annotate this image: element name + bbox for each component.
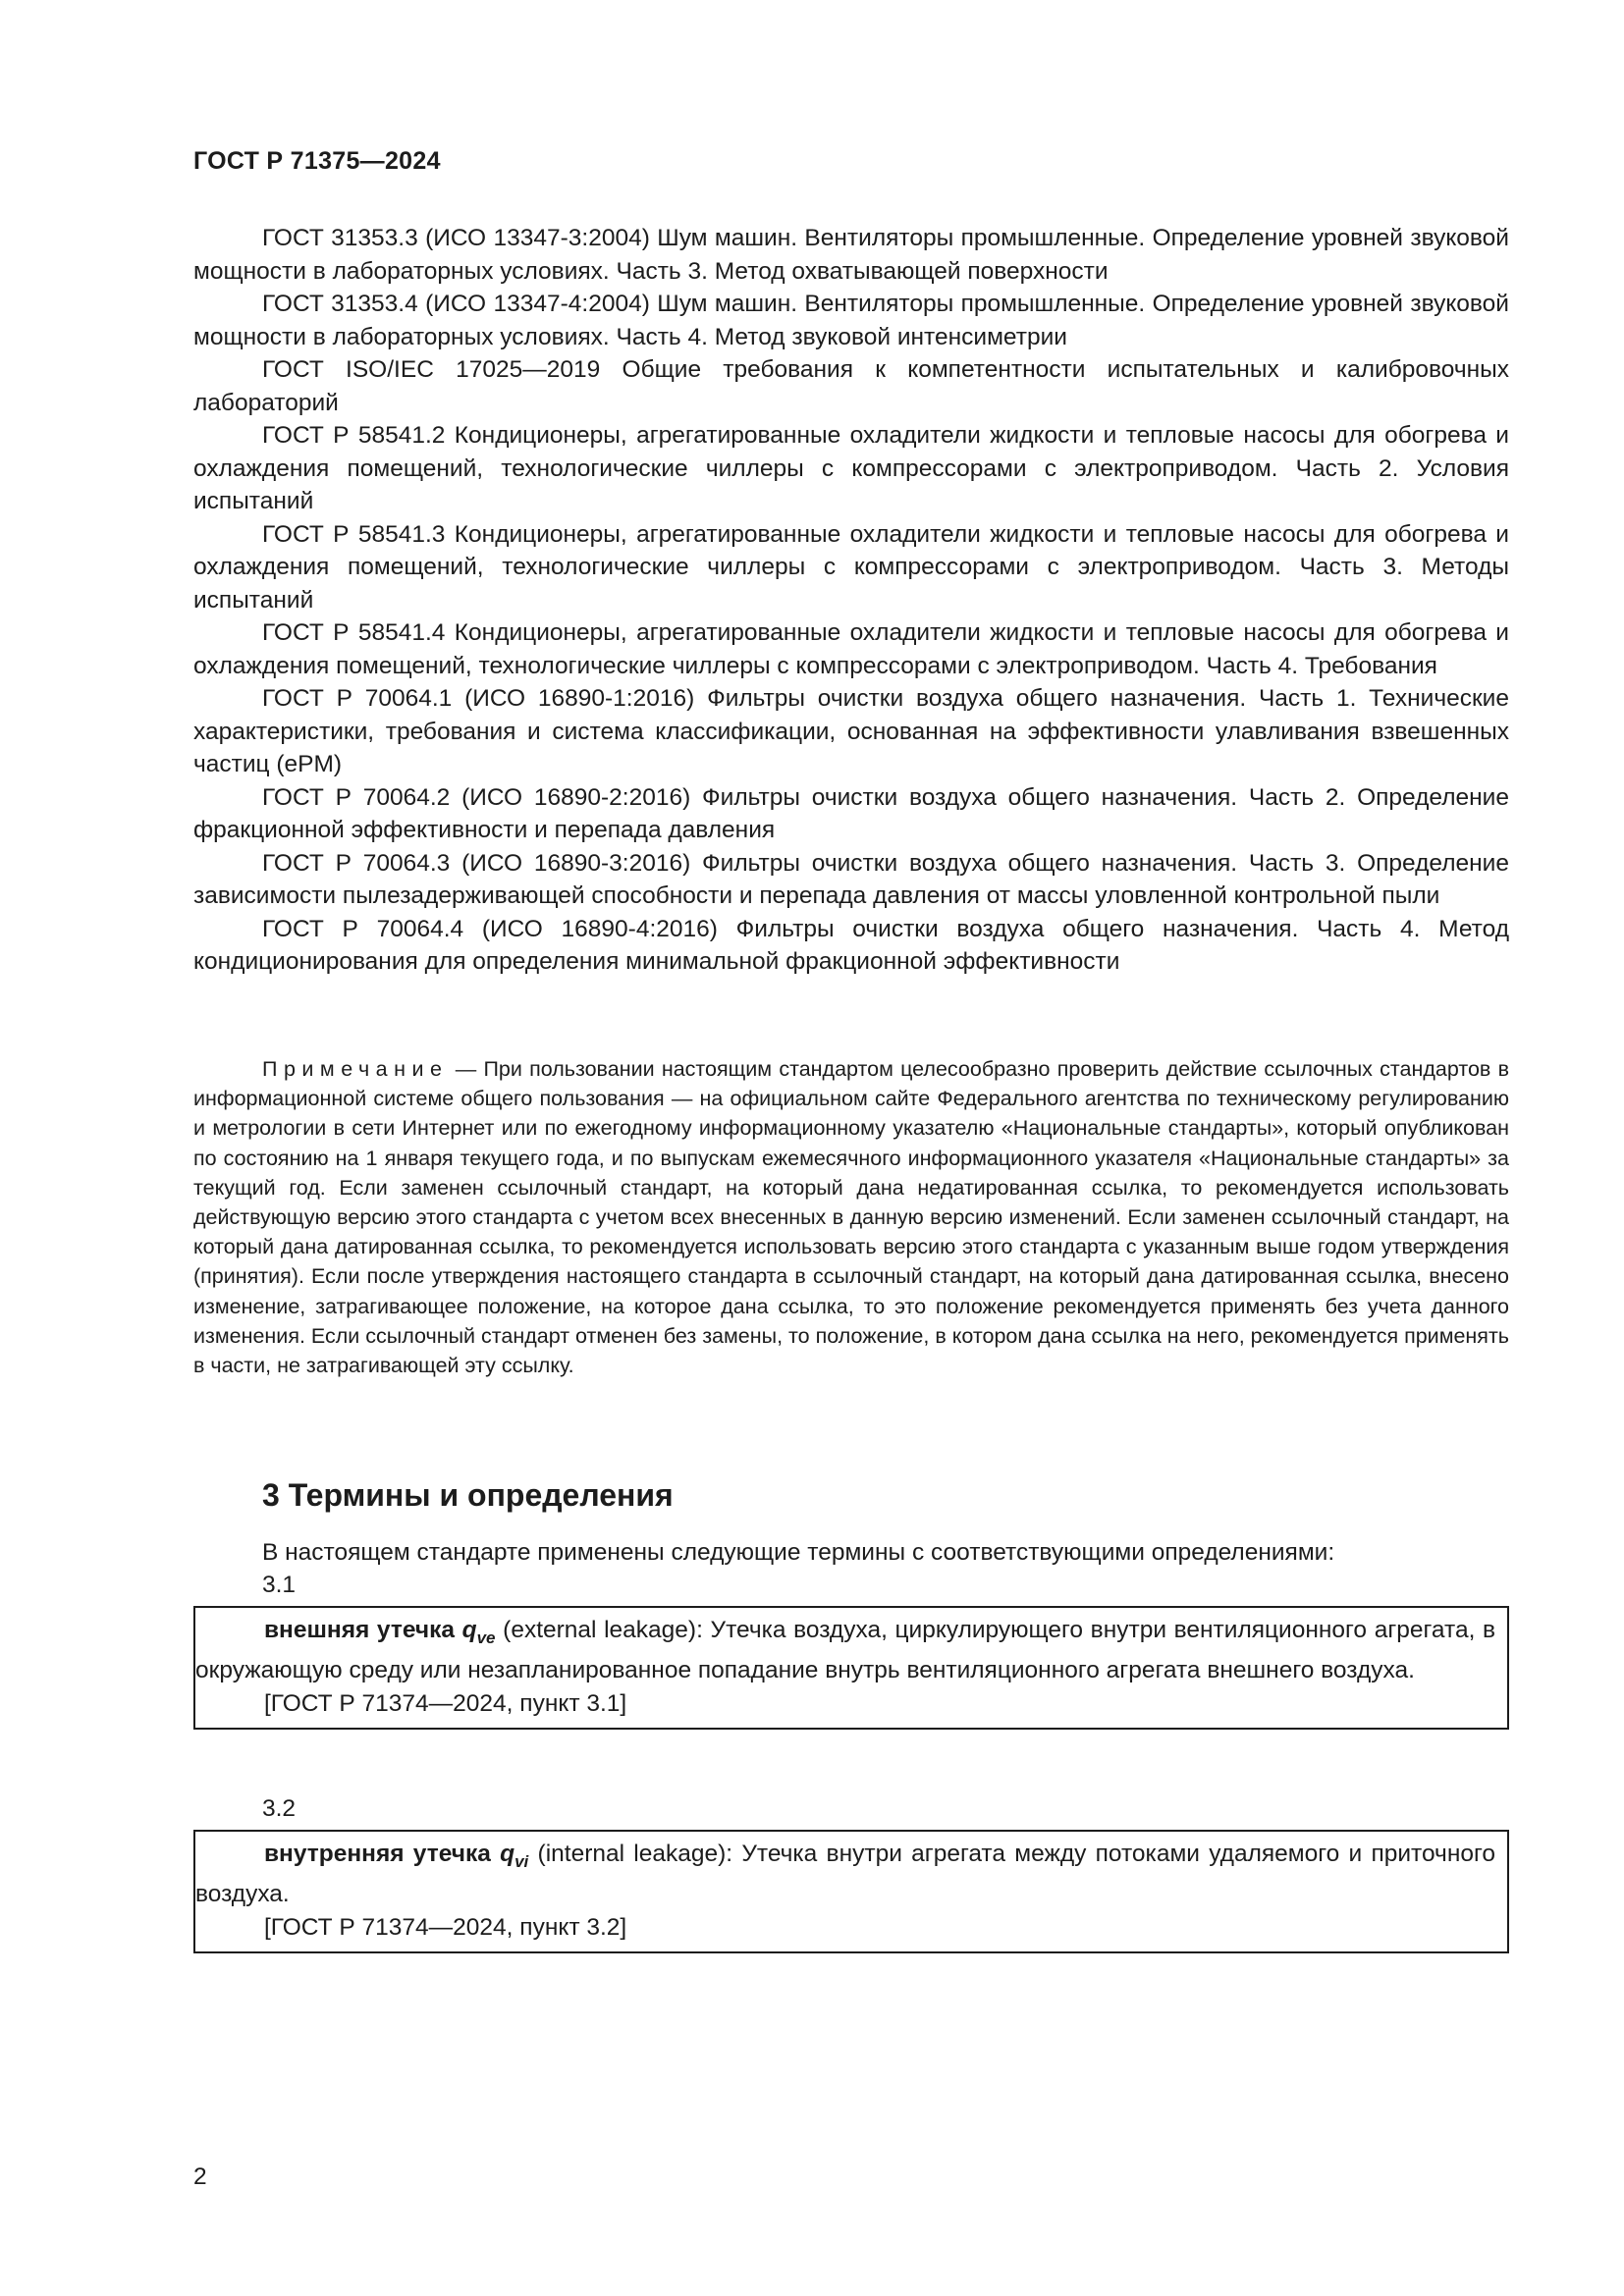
references-note	[193, 1054, 1509, 1380]
document-header: ГОСТ Р 71375—2024	[193, 147, 441, 175]
normative-references-list	[193, 222, 1509, 979]
reference-item: ГОСТ Р 70064.4 (ИСО 16890-4:2016) Фильтры очистки воздуха общего назначения. Часть 4. Метод кондиционирования для определения минимальной фракционной эффективности	[193, 915, 1509, 975]
term-definition-text: Утечка внутри агрегата между потоками удаляемого и приточного воздуха.	[195, 1841, 1495, 1908]
term-definition	[195, 1838, 1495, 1911]
term-number: 3.2	[262, 1795, 297, 1822]
section-title: 3 Термины и определения	[262, 1477, 674, 1513]
term-name: внешняя утечка	[264, 1617, 455, 1643]
term-entry-box	[193, 1606, 1509, 1730]
reference-item: ГОСТ Р 58541.4 Кондиционеры, агрегатированные охладители жидкости и тепловые насосы для обогрева и охлаждения помещений, технологические чиллеры с компрессорами с электроприводом. Часть 4. Требования	[193, 619, 1509, 679]
term-english: (internal leakage):	[537, 1841, 733, 1867]
term-name: внутренняя утечка	[264, 1841, 491, 1867]
page-number: 2	[193, 2163, 207, 2190]
reference-item: ГОСТ Р 58541.3 Кондиционеры, агрегатированные охладители жидкости и тепловые насосы для обогрева и охлаждения помещений, технологические чиллеры с компрессорами с электроприводом. Часть 3. Методы испытаний	[193, 520, 1509, 614]
reference-item: ГОСТ Р 70064.3 (ИСО 16890-3:2016) Фильтры очистки воздуха общего назначения. Часть 3. Определение зависимости пылезадерживающей способности и перепада давления от массы уловленной контрольной пыли	[193, 849, 1509, 909]
reference-item: ГОСТ Р 70064.1 (ИСО 16890-1:2016) Фильтры очистки воздуха общего назначения. Часть 1. Технические характеристики, требования и система классификации, основанная на эффективности улавливания взвешенных частиц (ePM)	[193, 685, 1509, 777]
term-entry-box	[193, 1830, 1509, 1953]
term-source: [ГОСТ Р 71374—2024, пункт 3.1]	[264, 1689, 627, 1717]
term-english: (external leakage):	[503, 1617, 703, 1643]
term-source: [ГОСТ Р 71374—2024, пункт 3.2]	[264, 1913, 627, 1941]
reference-item: ГОСТ ISO/IEC 17025—2019 Общие требования к компетентности испытательных и калибровочных лабораторий	[193, 356, 1509, 416]
note-text: — При пользовании настоящим стандартом целесообразно проверить действие ссылочных стандартов в информационной системе общего пользования — на официальном сайте Федерального агентства по техническому регулированию и метрологии в сети Интернет или по ежегодному информационному указателю «Национальные стандарты», который опубликован по состоянию на 1 января текущего года, и по выпускам ежемесячного информационного указателя «Национальные стандарты» за текущий год. Если заменен ссылочный стандарт, на который дана недатированная ссылка, то рекомендуется использовать действующую версию этого стандарта с учетом всех внесенных в данную версию изменений. Если заменен ссылочный стандарт, на который дана датированная ссылка, то рекомендуется использовать версию этого стандарта с указанным выше годом утверждения (принятия). Если после утверждения настоящего стандарта в ссылочный стандарт, на который дана датированная ссылка, внесено изменение, затрагивающее положение, на которое дана ссылка, то это положение рекомендуется применять без учета данного изменения. Если ссылочный стандарт отменен без замены, то положение, в котором дана ссылка на него, рекомендуется применять в части, не затрагивающей эту ссылку.	[193, 1057, 1509, 1378]
term-definition-text: Утечка воздуха, циркулирующего внутри вентиляционного агрегата, в окружающую среду или незапланированное попадание внутрь вентиляционного агрегата внешнего воздуха.	[195, 1617, 1496, 1684]
term-definition	[195, 1614, 1495, 1687]
term-symbol: $q_{vi}$	[500, 1841, 529, 1871]
term-number: 3.1	[262, 1572, 297, 1598]
reference-item: ГОСТ Р 70064.2 (ИСО 16890-2:2016) Фильтры очистки воздуха общего назначения. Часть 2. Определение фракционной эффективности и перепада давления	[193, 783, 1509, 843]
reference-item: ГОСТ Р 58541.2 Кондиционеры, агрегатированные охладители жидкости и тепловые насосы для обогрева и охлаждения помещений, технологические чиллеры с компрессорами с электроприводом. Часть 2. Условия испытаний	[193, 422, 1509, 514]
note-label: Примечание	[262, 1057, 449, 1081]
reference-item: ГОСТ 31353.4 (ИСО 13347-4:2004) Шум машин. Вентиляторы промышленные. Определение уровней звуковой мощности в лабораторных условиях. Часть 4. Метод звуковой интенсиметрии	[193, 291, 1509, 350]
reference-item: ГОСТ 31353.3 (ИСО 13347-3:2004) Шум машин. Вентиляторы промышленные. Определение уровней звуковой мощности в лабораторных условиях. Часть 3. Метод охватывающей поверхности	[193, 225, 1509, 285]
section-intro: В настоящем стандарте применены следующие термины с соответствующими определениями:	[262, 1539, 1335, 1566]
term-symbol: $q_{ve}$	[461, 1617, 496, 1647]
